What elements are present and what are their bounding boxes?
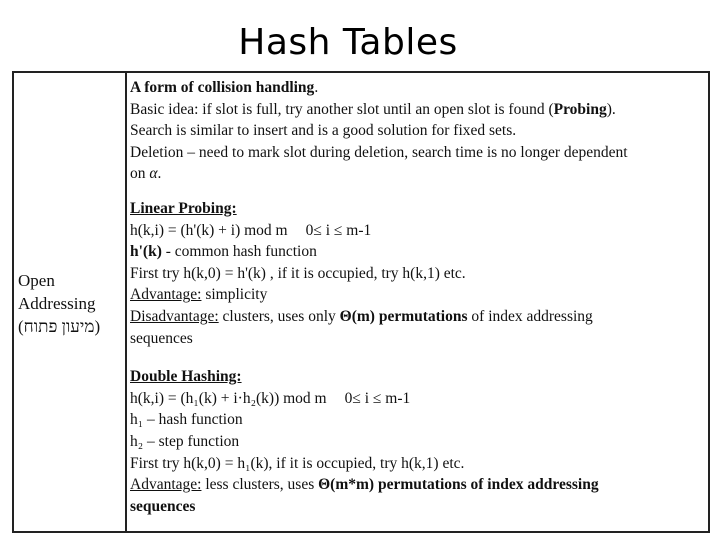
linear-disadv-text: clusters, uses only xyxy=(218,307,340,325)
double-h2-line: h₂ – step function xyxy=(130,432,240,450)
linear-disadv-end: of index addressing xyxy=(467,307,593,325)
double-range: 0≤ i ≤ m-1 xyxy=(344,389,411,407)
linear-range: 0≤ i ≤ m-1 xyxy=(305,221,372,239)
alpha-symbol: α xyxy=(149,165,158,183)
right-cell xyxy=(130,77,708,517)
left-line-addressing: Addressing xyxy=(18,294,96,313)
double-adv-label: Advantage: xyxy=(130,476,202,494)
linear-disadv-label: Disadvantage: xyxy=(130,307,219,325)
linear-disadv-bold: Θ(m) permutations xyxy=(339,307,468,325)
double-advantage-line2: sequences xyxy=(130,497,196,515)
linear-hprime-line xyxy=(130,241,708,263)
intro-basic-pre: Basic idea: if slot is full, try another slot until an open slot is found ( xyxy=(130,100,554,118)
linear-disadvantage-line2: sequences xyxy=(130,329,193,347)
linear-formula: h(k,i) = (h'(k) + i) mod m xyxy=(130,221,288,239)
double-heading: Double Hashing: xyxy=(130,368,242,386)
linear-adv-text: simplicity xyxy=(201,286,268,304)
content-table xyxy=(12,71,710,533)
double-first-try-line: First try h(k,0) = h₁(k), if it is occupied, try h(k,1) etc. xyxy=(130,454,465,472)
intro-deletion-line2 xyxy=(130,163,708,185)
linear-advantage-line xyxy=(130,284,708,306)
intro-heading: A form of collision handling xyxy=(130,79,315,96)
linear-heading-line xyxy=(130,198,708,220)
intro-deletion-line: Deletion – need to mark slot during deletion, search time is no longer dependent xyxy=(130,143,628,161)
linear-formula-line xyxy=(130,220,708,242)
intro-basic-bold: Probing xyxy=(553,100,607,118)
double-advantage-line xyxy=(130,474,708,496)
slide-title: Hash Tables xyxy=(238,22,458,63)
intro-deletion2-pre: on xyxy=(130,165,150,183)
double-adv-text: less clusters, uses xyxy=(201,476,319,494)
intro-deletion2-post: . xyxy=(157,165,162,183)
left-line-open: Open xyxy=(18,271,55,290)
linear-disadvantage-line xyxy=(130,306,708,328)
linear-first-try-line: First try h(k,0) = h'(k) , if it is occupied, try h(k,1) etc. xyxy=(130,264,466,282)
linear-hprime-bold: h'(k) xyxy=(130,243,162,261)
intro-basic-post: ). xyxy=(606,100,616,118)
intro-search-line: Search is similar to insert and is a good solution for fixed sets. xyxy=(130,122,517,140)
double-heading-line xyxy=(130,366,708,388)
left-line-hebrew: (מיעון פתוח) xyxy=(18,317,101,336)
double-adv-bold: Θ(m*m) permutations of index addressing xyxy=(318,476,599,494)
column-divider xyxy=(125,73,127,531)
double-formula: h(k,i) = (h₁(k) + i·h₂(k)) mod m xyxy=(130,389,327,407)
double-h1-line: h₁ – hash function xyxy=(130,411,243,429)
linear-heading: Linear Probing: xyxy=(130,199,237,217)
left-cell xyxy=(18,269,100,338)
double-formula-line xyxy=(130,388,708,410)
intro-heading-end: . xyxy=(314,79,319,96)
intro-basic-line xyxy=(130,99,708,121)
linear-hprime-rest: - common hash function xyxy=(161,243,317,261)
intro-heading-line xyxy=(130,77,708,99)
linear-adv-label: Advantage: xyxy=(130,286,202,304)
